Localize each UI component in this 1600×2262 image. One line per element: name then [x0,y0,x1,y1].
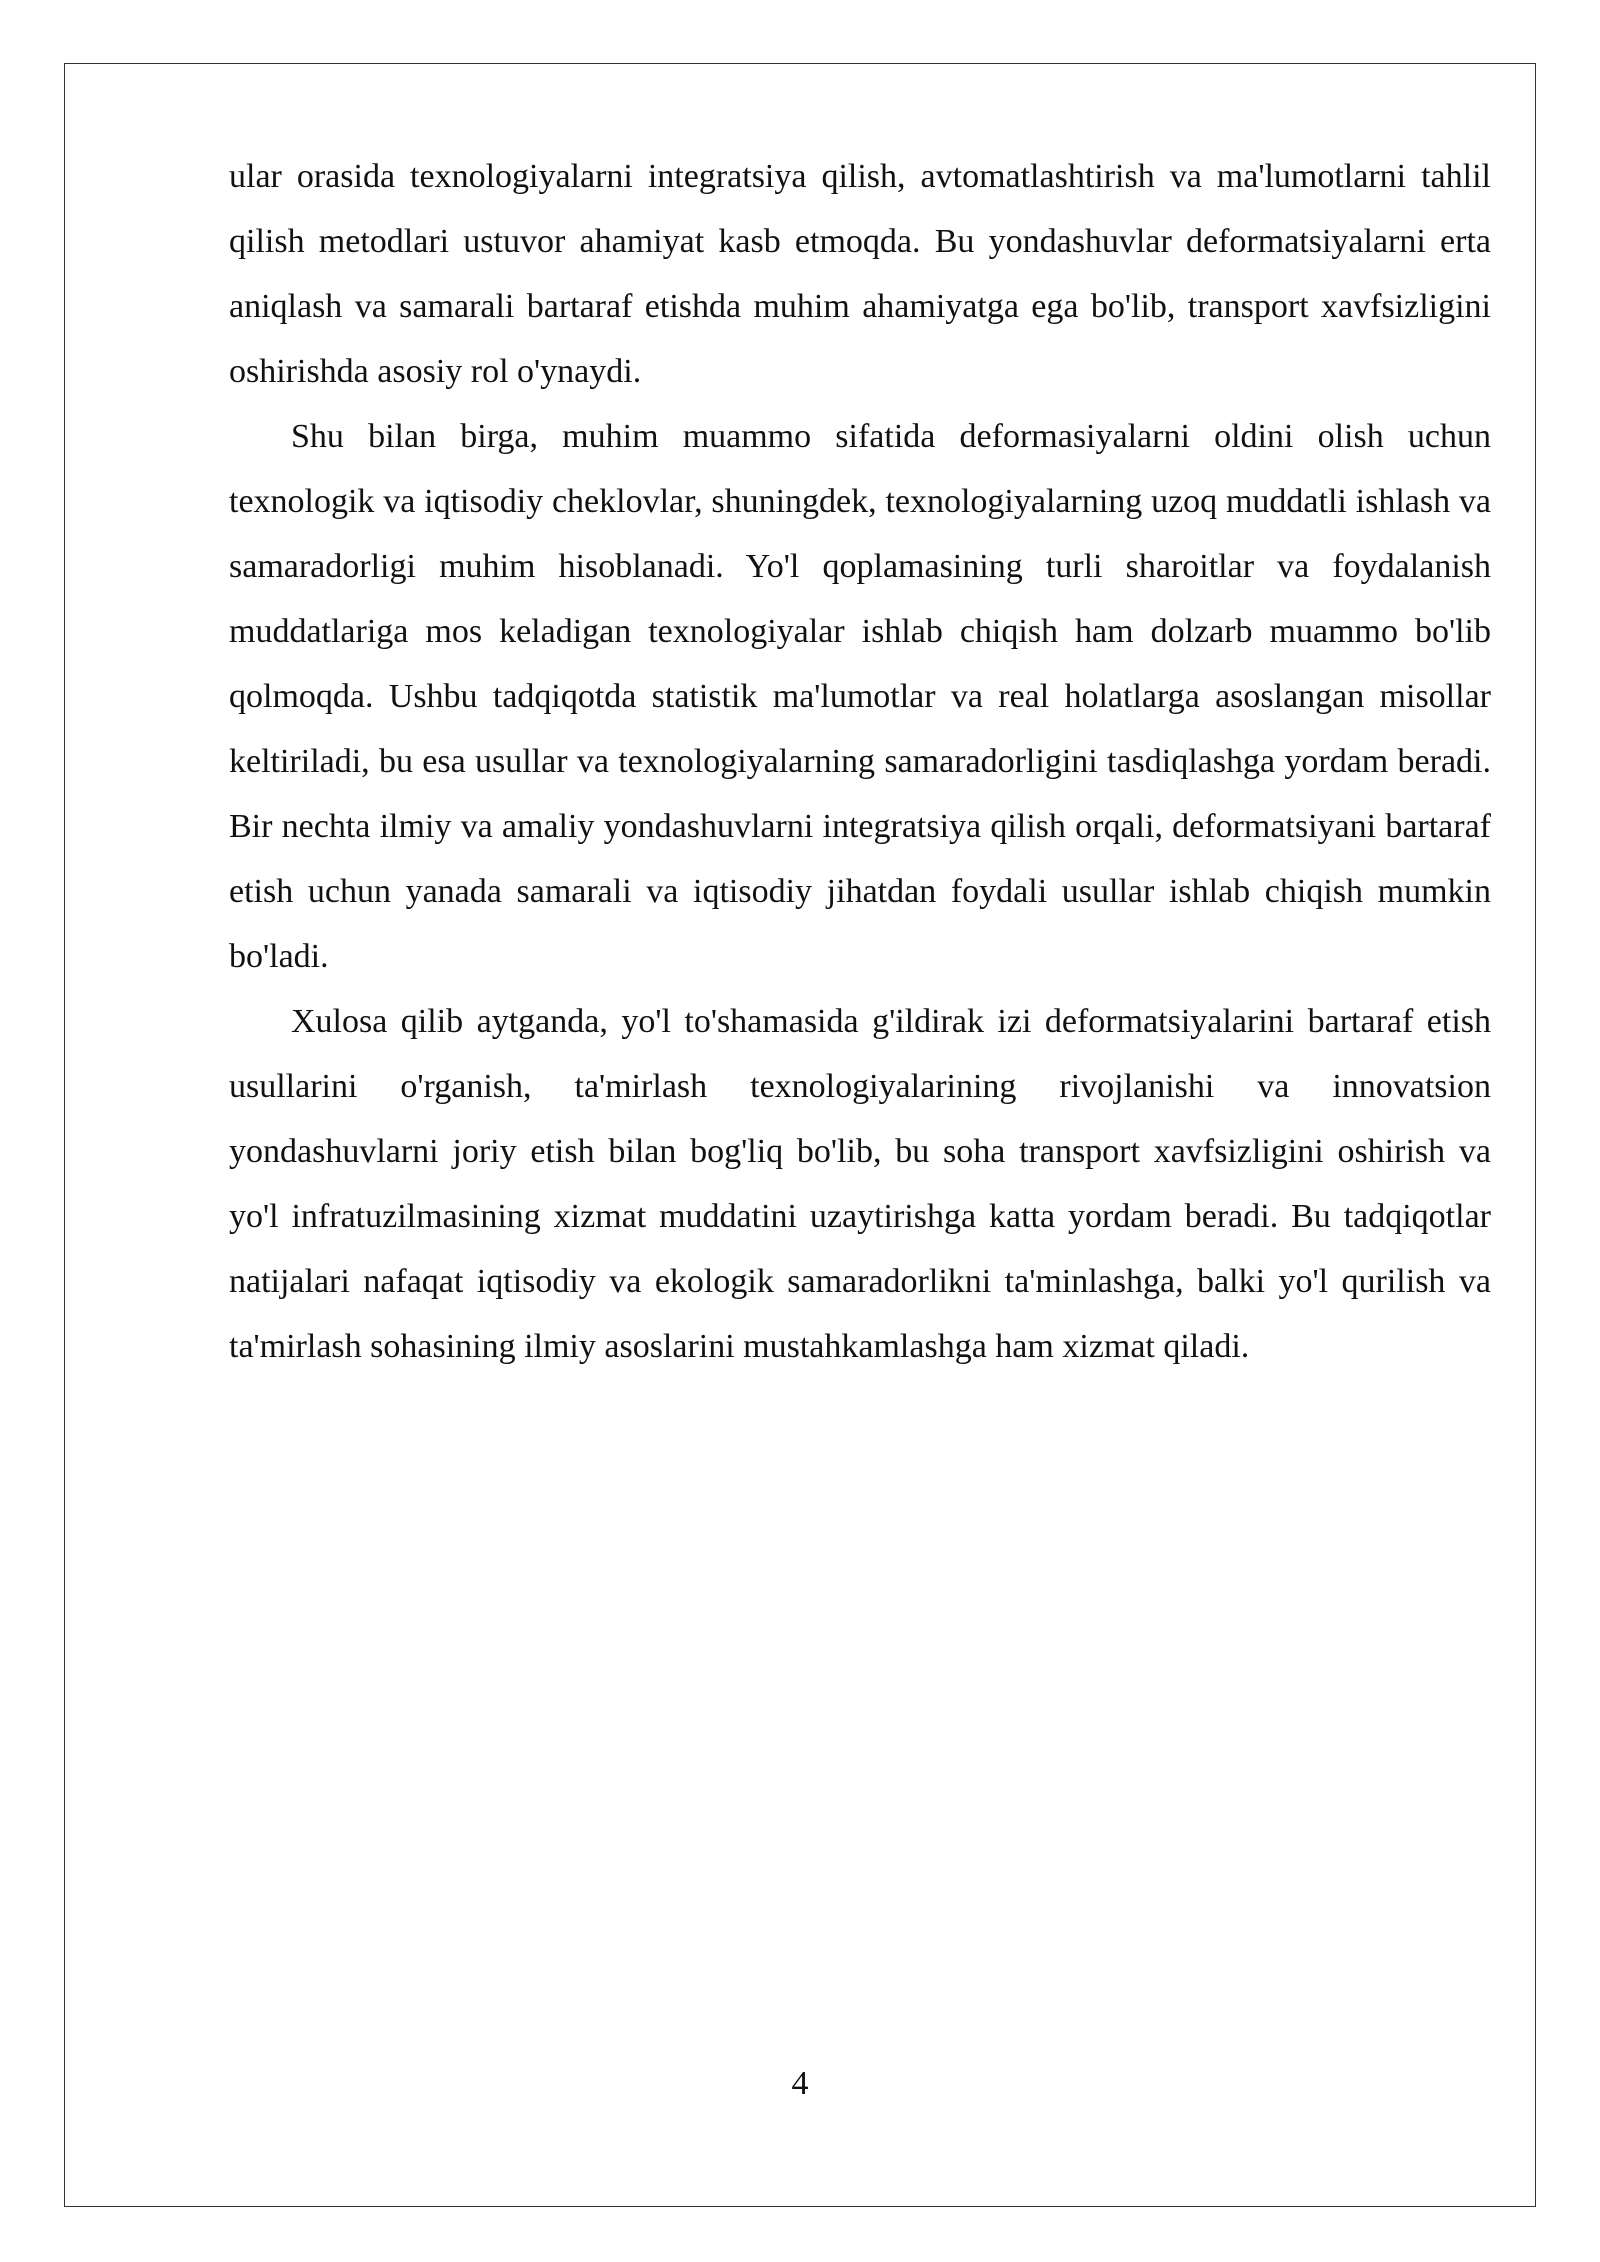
paragraph-3: Xulosa qilib aytganda, yo'l to'shamasida g'ildirak izi deformatsiyalarini bartaraf etish usullarini o'rganish, ta'mirlash texnologiyalarining rivojlanishi va innovatsion yondashuvlarni joriy etish bilan bog'liq bo'lib, bu soha transport xavfsizligini oshirish va yo'l infratuzilmasining xizmat muddatini uzaytirishga katta yordam beradi. Bu tadqiqotlar natijalari nafaqat iqtisodiy va ekologik samaradorlikni ta'minlashga, balki yo'l qurilish va ta'mirlash sohasining ilmiy asoslarini mustahkamlashga ham xizmat qiladi. [229,1003,1491,1365]
page-number: 4 [791,2065,809,2102]
body-text [229,144,1491,1379]
paragraph-1: ular orasida texnologiyalarni integratsiya qilish, avtomatlashtirish va ma'lumotlarni tahlil qilish metodlari ustuvor ahamiyat kasb etmoqda. Bu yondashuvlar deformatsiyalarni erta aniqlash va samarali bartaraf etishda muhim ahamiyatga ega bo'lib, transport xavfsizligini oshirishda asosiy rol o'ynaydi. [229,158,1491,390]
paragraph-2: Shu bilan birga, muhim muammo sifatida deformasiyalarni oldini olish uchun texnologik va iqtisodiy cheklovlar, shuningdek, texnologiyalarning uzoq muddatli ishlash va samaradorligi muhim hisoblanadi. Yo'l qoplamasining turli sharoitlar va foydalanish muddatlariga mos keladigan texnologiyalar ishlab chiqish ham dolzarb muammo bo'lib qolmoqda. Ushbu tadqiqotda statistik ma'lumotlar va real holatlarga asoslangan misollar keltiriladi, bu esa usullar va texnologiyalarning samaradorligini tasdiqlashga yordam beradi. Bir nechta ilmiy va amaliy yondashuvlarni integratsiya qilish orqali, deformatsiyani bartaraf etish uchun yanada samarali va iqtisodiy jihatdan foydali usullar ishlab chiqish mumkin bo'ladi. [229,418,1491,975]
